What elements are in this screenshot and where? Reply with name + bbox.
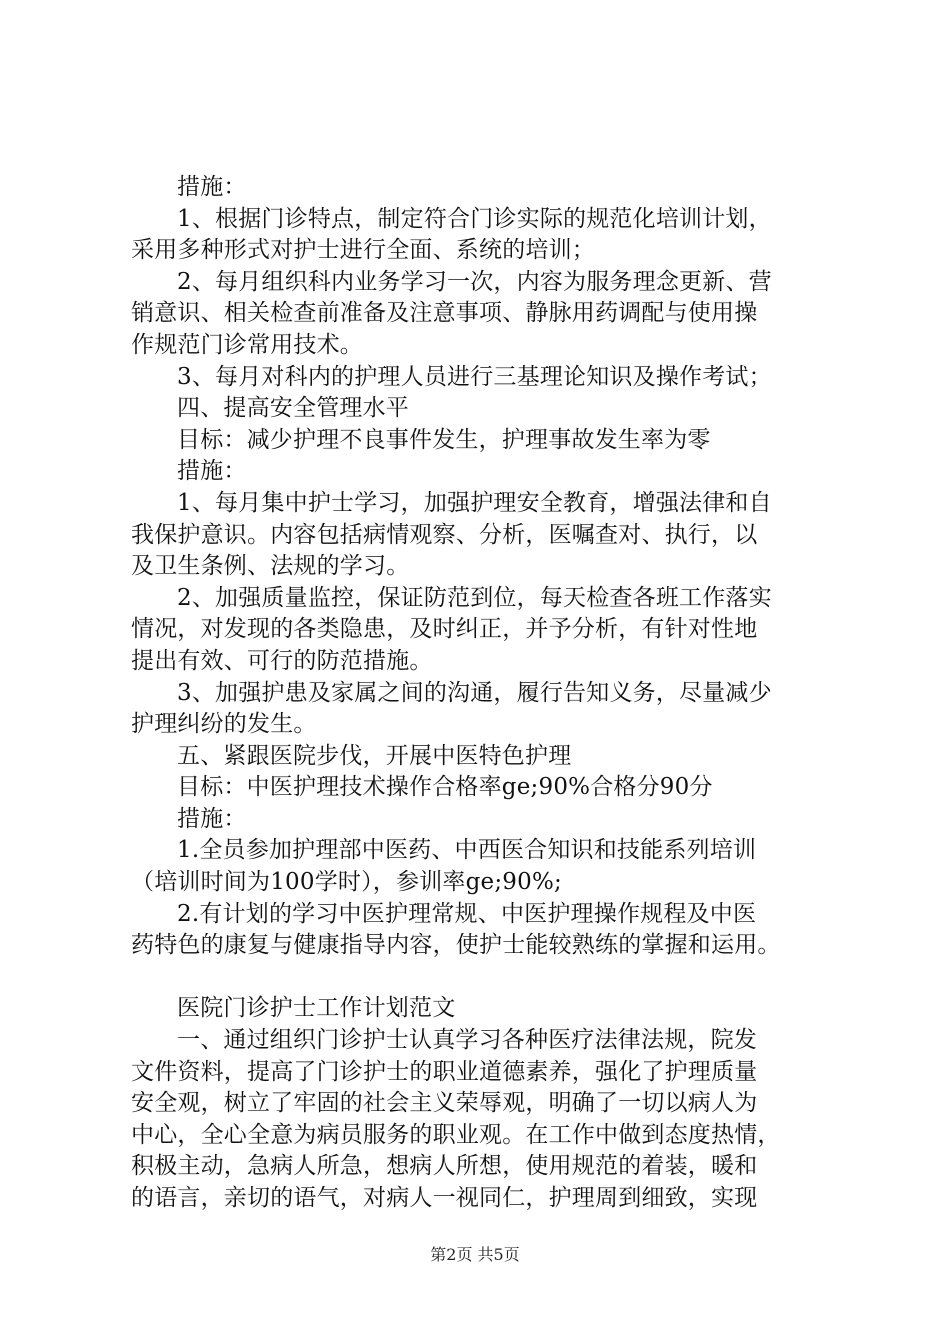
text-line: 护理纠纷的发生。: [131, 711, 317, 738]
text-line: 的语言，亲切的语气，对病人一视同仁，护理周到细致，实现: [131, 1185, 758, 1211]
text-line: 情况，对发现的各类隐患，及时纠正，并予分析，有针对性地: [131, 616, 758, 643]
text-line: 目标：中医护理技术操作合格率ge;90%合格分90分: [177, 774, 713, 801]
text-line: 1、根据门诊特点，制定符合门诊实际的规范化培训计划，: [177, 205, 772, 232]
document-body: [131, 172, 843, 1215]
text-line: 采用多种形式对护士进行全面、系统的培训；: [131, 237, 595, 264]
text-line: 2、每月组织科内业务学习一次，内容为服务理念更新、营: [177, 268, 772, 295]
text-line: 及卫生条例、法规的学习。: [131, 553, 410, 580]
text-line: 安全观，树立了牢固的社会主义荣辱观，明确了一切以病人为: [131, 1090, 758, 1117]
blank-line: [131, 962, 843, 994]
text-line: 措施：: [177, 805, 247, 832]
text-line: 销意识、相关检查前准备及注意事项、静脉用药调配与使用操: [131, 300, 758, 327]
text-line: 积极主动，急病人所急，想病人所想，使用规范的着装，暖和: [131, 1153, 758, 1180]
text-line: 措施：: [177, 458, 247, 485]
section-heading: 四、提高安全管理水平: [177, 395, 409, 422]
text-line: 措施：: [177, 174, 247, 200]
text-line: 1、每月集中护士学习，加强护理安全教育，增强法律和自: [177, 489, 772, 516]
text-line: 目标：减少护理不良事件发生，护理事故发生率为零: [177, 426, 711, 453]
page-number: 第2页 共5页: [430, 1245, 520, 1264]
text-line: 我保护意识。内容包括病情观察、分析，医嘱查对、执行，以: [131, 521, 758, 548]
text-line: 提出有效、可行的防范措施。: [131, 647, 433, 674]
text-line: （培训时间为100学时），参训率ge;90%;: [131, 869, 562, 896]
text-line: 3、每月对科内的护理人员进行三基理论知识及操作考试；: [177, 363, 772, 390]
text-line: 文件资料，提高了门诊护士的职业道德素养，强化了护理质量: [131, 1058, 758, 1085]
document-title: 医院门诊护士工作计划范文: [177, 995, 456, 1022]
section-heading: 五、紧跟医院步伐，开展中医特色护理: [177, 742, 572, 769]
text-line: 2、加强质量监控，保证防范到位，每天检查各班工作落实: [177, 584, 772, 611]
text-line: 1.全员参加护理部中医药、中西医合知识和技能系列培训: [177, 837, 757, 864]
text-line: 药特色的康复与健康指导内容，使护士能较熟练的掌握和运用。: [131, 932, 781, 959]
text-line: 一、通过组织门诊护士认真学习各种医疗法律法规，院发: [177, 1027, 757, 1054]
text-line: 作规范门诊常用技术。: [131, 331, 363, 358]
text-line: 3、加强护患及家属之间的沟通，履行告知义务，尽量减少: [177, 679, 772, 706]
text-line: 中心，全心全意为病员服务的职业观。在工作中做到态度热情，: [131, 1121, 781, 1148]
text-line: 2.有计划的学习中医护理常规、中医护理操作规程及中医: [177, 900, 757, 927]
